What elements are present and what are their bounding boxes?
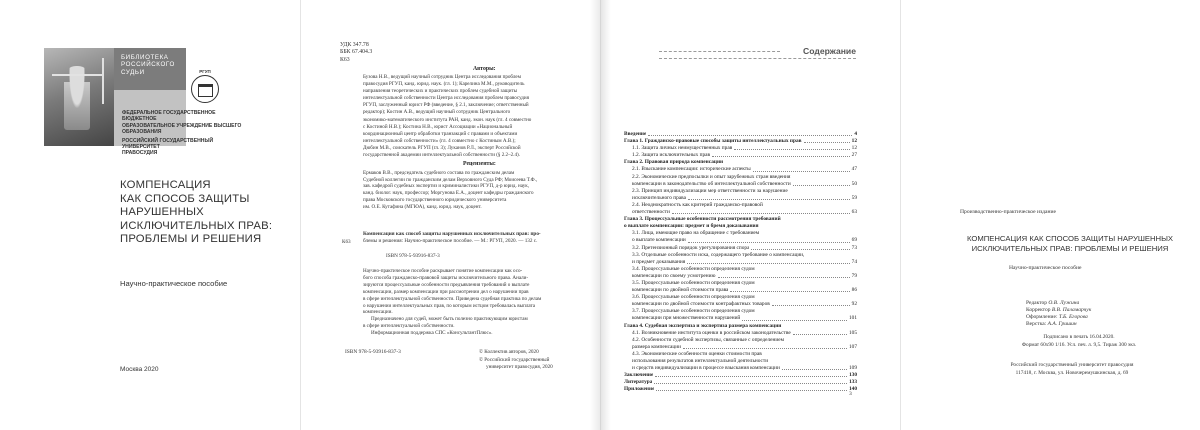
toc-leader-dots	[772, 305, 850, 306]
toc-entry-title: Глава 1. Гражданско-правовые способы защиты интеллектуальных прав	[624, 138, 802, 145]
abstract-line: компенсации.	[363, 309, 393, 316]
city-year: Москва 2020	[120, 366, 159, 373]
staff-role: Оформление:	[1026, 313, 1059, 320]
toc-entry-page: 4	[854, 131, 857, 137]
toc-leader-dots	[648, 135, 852, 136]
toc-entry-page: 12	[851, 138, 857, 145]
toc-entry-page: 50	[851, 180, 857, 187]
biblio-title: Компенсация как способ защиты нарушенных исключительных прав: про-	[363, 231, 541, 237]
university-logo	[191, 75, 219, 103]
org-line: ОБРАЗОВАНИЯ	[122, 129, 162, 136]
publisher-line: 117418, г. Москва, ул. Новочеремушкинская, д. 69	[1015, 369, 1129, 376]
reviewers-header: Рецензенты:	[463, 161, 496, 167]
toc-leader-dots	[751, 249, 849, 250]
org-line: ФЕДЕРАЛЬНОЕ ГОСУДАРСТВЕННОЕ БЮДЖЕТНОЕ	[122, 110, 216, 123]
print-details	[1006, 334, 1152, 349]
toc-entry-title: компенсации по своему усмотрению	[632, 272, 716, 279]
toc-entry-page: 86	[851, 287, 857, 294]
print-line: Формат 60x90 1/16. Усл. печ. л. 9,5. Тираж 300 экз.	[1021, 341, 1137, 348]
toc-entry	[624, 152, 857, 159]
library-label-line: РОССИЙСКОГО	[121, 61, 175, 69]
toc-entry-title: 2.1. Взыскание компенсации: исторические аспекты	[632, 166, 751, 173]
toc-entry-page: 63	[851, 209, 857, 216]
toc-entry: Глава 4. Судебная экспертиза и экспертиза размера компенсации	[624, 322, 782, 329]
toc-entry: Глава 3. Процессуальные особенности рассмотрения требований	[624, 216, 781, 223]
staff-line	[1026, 307, 1091, 314]
abstract-line: компенсации, размер компенсации при рассмотрении дел о нарушении прав	[363, 288, 529, 295]
toc-entry-title: 1.2. Защита исключительных прав	[632, 152, 711, 159]
org-line: ОБРАЗОВАТЕЛЬНОЕ УЧРЕЖДЕНИЕ ВЫСШЕГО	[122, 122, 242, 129]
staff-role: Верстка:	[1026, 320, 1048, 327]
toc-entry-title: 1.1. Защита личных неимущественных прав	[632, 145, 733, 152]
toc-entry-page: 47	[851, 166, 857, 173]
bbk-line: ББК 67.404.3	[340, 49, 373, 56]
toc-entry	[624, 166, 857, 173]
print-line: Подписано в печать 16.04.2020.	[1043, 334, 1115, 340]
publisher-line: Российский государственный университет правосудия	[1010, 362, 1134, 368]
title-line: ПРОБЛЕМЫ И РЕШЕНИЯ	[120, 233, 262, 246]
university-logo-text: РГУП	[199, 69, 211, 74]
title-page	[0, 0, 300, 430]
authors-line: с Костиной Н.В.); Костина Н.В., юрист Ассоциации «Национальный	[363, 123, 513, 130]
copyright-line: университет правосудия, 2020	[486, 364, 553, 371]
editorial-staff	[1026, 300, 1091, 328]
classification-codes	[340, 42, 372, 64]
toc-entry-title: 4.1. Возникновение института оценки в российском законодательстве	[632, 329, 791, 336]
abstract-line: бого способа гражданско-правовой защиты исключительного права. Анали-	[363, 274, 529, 281]
toc-entry-title: Введение	[624, 131, 647, 137]
reviewers-line: права Московского государственного юридического университета	[363, 196, 507, 203]
authors-line: Бузова Н.В., ведущий научный сотрудник Центра исследования проблем	[363, 74, 521, 80]
abstract	[363, 268, 541, 337]
toc-entry-title: Литература	[624, 379, 653, 386]
toc-leader-dots	[753, 171, 850, 172]
authors-line: Дюбин М.В., соискатель РГУП (гл. 3); Луканов Р.Л., эксперт Российской	[363, 144, 521, 151]
toc-entry-title: Заключение	[624, 372, 654, 379]
gutter-shadow	[590, 0, 600, 430]
book-subtitle: Научно-практическое пособие	[120, 279, 228, 288]
publisher-address	[992, 362, 1152, 377]
toc-entry-title: компенсации по двойной стоимости права	[632, 287, 729, 294]
toc-entry	[624, 145, 857, 152]
toc-leader-dots	[730, 291, 849, 292]
toc-entry-page: 79	[851, 272, 857, 279]
staff-name: Т.Б. Егорова	[1058, 313, 1088, 320]
authors-line: государственной академии интеллектуальной собственности (§ 2.2–2.4).	[363, 152, 520, 159]
toc-entry: 4.3. Экономические особенности оценки стоимости прав	[632, 350, 762, 357]
reviewers-list	[363, 170, 537, 210]
toc-entry: 3.3. Отдельные особенности иска, содержащего требование о компенсации,	[632, 251, 805, 258]
toc-entry-page: 101	[848, 315, 857, 322]
toc-leader-dots	[656, 390, 847, 391]
toc-entry	[624, 245, 857, 252]
authors-line: интеллектуальной собственности Центра исследования проблем правосудия	[363, 95, 529, 102]
toc-entry-page: 105	[848, 329, 857, 336]
staff-line	[1026, 321, 1091, 328]
edition-type: Производственно-практическое издание	[960, 209, 1056, 215]
toc-entry-page: 140	[848, 386, 857, 393]
udk-line: УДК 347.78	[340, 42, 369, 48]
toc-entry-page: 74	[851, 258, 857, 265]
library-label-line: СУДЬИ	[121, 68, 145, 76]
toc-list	[624, 131, 857, 393]
imprint-title-line: КОМПЕНСАЦИЯ КАК СПОСОБ ЗАЩИТЫ НАРУШЕННЫХ	[966, 234, 1174, 243]
toc-heading: Содержание	[799, 46, 856, 56]
toc-entry-page: 133	[848, 379, 857, 386]
toc-entry-title: ответственности	[632, 209, 670, 216]
abstract-line: зируются процессуальные особенности предъявления требований о выплате	[363, 281, 530, 288]
toc-leader-dots	[672, 213, 850, 214]
themis-statue-image	[44, 48, 114, 146]
authors-line: интеллектуальной собственности» (гл. 4 совместно с Костиным А.В.);	[363, 137, 516, 144]
toc-entry: 2.3. Принцип индивидуализации мер ответственности за нарушение	[632, 187, 788, 194]
reviewers-line: зав. кафедрой судебных экспертиз и криминалистики РГУП, д-р юрид. наук,	[363, 183, 530, 190]
authors-line: экономико-математического института РАН, канд. экон. наук (гл. 4 совместно	[363, 116, 532, 123]
copyright-line: © Коллектив авторов, 2020	[479, 349, 539, 355]
authors-header: Авторы:	[473, 66, 496, 72]
authors-line: координационный центр обработки транзакций с правами и объектами	[363, 130, 518, 137]
copyright-page	[300, 0, 600, 430]
toc-entry	[624, 237, 857, 244]
copyright-notices	[479, 349, 553, 372]
staff-name: О.В. Лужина	[1048, 300, 1080, 306]
reviewers-line: им. О.Е. Кутафина (МГЮА), канд. юрид. наук, доцент.	[363, 203, 482, 210]
toc-entry	[624, 181, 857, 188]
toc-entry	[624, 330, 857, 337]
reviewers-line: Судебной коллегии по гражданским делам Верховного Суда РФ; Моисеева Т.Ф.,	[363, 176, 538, 183]
toc-entry	[624, 386, 857, 393]
gutter-shadow	[601, 0, 611, 430]
staff-name: В.В. Паламарчук	[1051, 306, 1092, 313]
staff-name: А.А. Гришин	[1047, 320, 1077, 327]
abstract-line: о нарушении интеллектуальных прав, по которым истцом требовалась выплата	[363, 302, 536, 309]
publisher-organization	[122, 110, 250, 157]
isbn: ISBN 978-5-93916-837-3	[386, 253, 440, 259]
abstract-line: в сфере интеллектуальной собственности.	[363, 323, 455, 330]
toc-entry	[624, 372, 857, 379]
toc-entry-title: 3.2. Претензионный порядок урегулирования спора	[632, 244, 750, 251]
toc-entry: Глава 2. Правовая природа компенсации	[624, 159, 724, 166]
title-line: КОМПЕНСАЦИЯ	[120, 179, 211, 191]
toc-entry: 3.1. Лица, имеющие право на обращение с требованием	[632, 230, 760, 237]
toc-entry: о выплате компенсации: предмет и бремя доказывания	[624, 223, 759, 230]
authors-line: РГУП, заслуженный юрист РФ (введение, § 2.1, заключение; ответственный	[363, 102, 529, 109]
abstract-line: Научно-практическое пособие раскрывает понятие компенсации как осо-	[363, 268, 523, 274]
title-line: ИСКЛЮЧИТЕЛЬНЫХ ПРАВ:	[120, 219, 273, 232]
reviewers-line: канд. биолог. наук, профессор; Моргунова Е.А., доцент кафедры гражданского	[363, 190, 534, 197]
toc-entry-page: 130	[848, 372, 857, 379]
toc-leader-dots	[793, 185, 850, 186]
toc-entry	[624, 259, 857, 266]
book-title	[120, 179, 280, 247]
footer-isbn: ISBN 978-5-93916-837-3	[345, 349, 401, 355]
toc-entry-title: и предмет доказывания	[632, 258, 686, 265]
bibliographic-record	[363, 231, 541, 244]
toc-leader-dots	[655, 376, 847, 377]
org-line: ПРАВОСУДИЯ	[122, 150, 158, 157]
authors-list	[363, 74, 531, 159]
toc-leader-dots	[688, 199, 850, 200]
authors-line: правосудия РГУП, канд. юрид. наук. (гл. 1); Карелина М.М., руководитель	[363, 81, 525, 88]
toc-entry	[624, 273, 857, 280]
toc-entry: 3.4. Процессуальные особенности определения судом	[632, 265, 755, 272]
abstract-line: Информационная поддержка СПС «КонсультантПлюс».	[371, 330, 493, 337]
toc-entry-title: компенсации при множественности нарушений	[632, 315, 741, 322]
toc-leader-dots	[782, 369, 847, 370]
toc-heading-rule	[659, 46, 856, 59]
toc-entry-page: 12	[851, 145, 857, 152]
toc-entry-page: 59	[851, 194, 857, 201]
toc-entry-page: 69	[851, 237, 857, 244]
staff-line	[1026, 314, 1091, 321]
toc-entry-title: размера компенсации	[632, 343, 681, 350]
toc-entry	[624, 379, 857, 386]
toc-entry	[624, 131, 857, 138]
toc-entry-page: 92	[851, 301, 857, 308]
toc-leader-dots	[742, 320, 847, 321]
toc-entry: 4.2. Особенности судебной экспертизы, связанные с определением	[632, 336, 785, 343]
toc-entry-title: и средств индивидуализации в процессе взыскания компенсации	[632, 365, 780, 372]
library-label-line: БИБЛИОТЕКА	[121, 54, 169, 61]
toc-entry-page: 109	[848, 365, 857, 372]
biblio-cont: блемы и решения: Научно-практическое пособие. — М.: РГУП, 2020. — 132 с.	[363, 237, 538, 244]
toc-leader-dots	[688, 242, 850, 243]
staff-role: Редактор	[1026, 300, 1049, 306]
toc-entry-title: о выплате компенсации	[632, 237, 686, 244]
toc-entry	[624, 195, 857, 202]
title-line: НАРУШЕННЫХ	[120, 206, 204, 219]
toc-leader-dots	[712, 156, 850, 157]
toc-leader-dots	[718, 277, 850, 278]
imprint-title	[958, 234, 1182, 254]
toc-entry: 3.7. Процессуальные особенности определения судом	[632, 308, 755, 315]
reviewers-line: Ермаков В.В., председатель судебного состава по гражданским делам	[363, 170, 515, 176]
title-line: КАК СПОСОБ ЗАЩИТЫ	[120, 192, 250, 205]
authors-line: редактор); Костин А.В., ведущий научный сотрудник Центрального	[363, 109, 511, 116]
toc-entry	[624, 138, 857, 145]
toc-entry	[624, 344, 857, 351]
toc-entry-title: Приложение	[624, 386, 655, 393]
biblio-code: К63	[342, 239, 351, 245]
imprint-subtitle: Научно-практическое пособие	[1009, 265, 1082, 271]
toc-entry: использования результатов интеллектуальной деятельности	[632, 358, 769, 364]
imprint-title-line: ИСКЛЮЧИТЕЛЬНЫХ ПРАВ: ПРОБЛЕМЫ И РЕШЕНИЯ	[971, 244, 1169, 253]
toc-entry-title: компенсации по двойной стоимости контрафактных товаров	[632, 301, 770, 308]
toc-leader-dots	[687, 263, 850, 264]
org-line: РОССИЙСКИЙ ГОСУДАРСТВЕННЫЙ УНИВЕРСИТЕТ	[122, 137, 214, 151]
toc-leader-dots	[654, 383, 847, 384]
toc-entry-title: исключительного права	[632, 194, 686, 201]
staff-line	[1026, 300, 1091, 307]
toc-entry-page: 107	[848, 343, 857, 350]
toc-entry: 3.6. Процессуальные особенности определения судом	[632, 294, 755, 301]
toc-leader-dots	[804, 142, 850, 143]
copyright-line: © Российский государственный	[479, 356, 550, 363]
author-sign-line: К63	[340, 56, 350, 63]
toc-entry-page: 73	[851, 244, 857, 251]
toc-entry: 2.4. Неоднократность как критерий гражданско-правовой	[632, 201, 763, 208]
toc-leader-dots	[734, 149, 849, 150]
toc-entry	[624, 315, 857, 322]
toc-entry	[624, 365, 857, 372]
abstract-line: Предназначено для судей, может быть полезно практикующим юристам	[371, 316, 528, 323]
toc-entry: 2.2. Экономические предпосылки и опыт зарубежных стран введения	[632, 173, 791, 180]
abstract-line: в сфере интеллектуальной собственности. Приведена судебная практика по делам	[363, 295, 542, 302]
toc-entry-title: компенсации в законодательство об интеллектуальной собственности	[632, 180, 791, 187]
authors-line: направления теоретических и практических проблем судебной защиты	[363, 88, 518, 95]
toc-entry: 3.5. Процессуальные особенности определения судом	[632, 279, 755, 286]
toc-leader-dots	[793, 334, 847, 335]
toc-entry-page: 27	[851, 152, 857, 159]
page-number: 3	[849, 391, 852, 397]
staff-role: Корректор	[1026, 306, 1052, 313]
library-series-label	[114, 48, 186, 90]
toc-leader-dots	[683, 348, 847, 349]
